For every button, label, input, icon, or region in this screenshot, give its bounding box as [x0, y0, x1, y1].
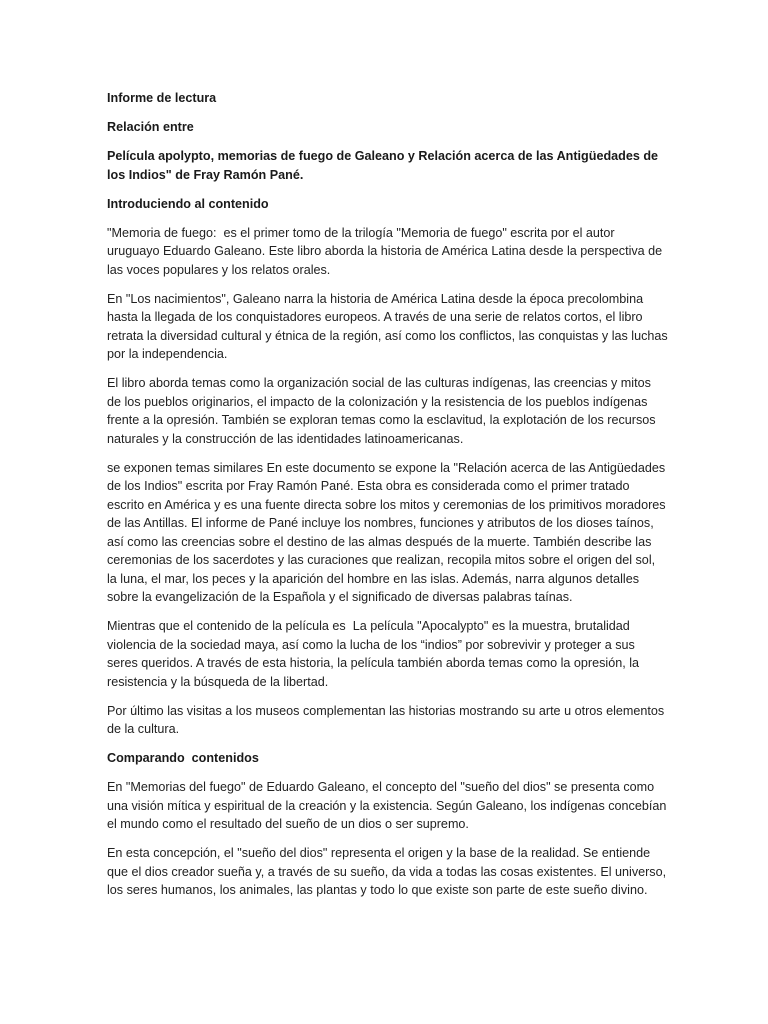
doc-paragraph: "Memoria de fuego: es el primer tomo de la trilogía "Memoria de fuego" escrita por el autor uruguayo Eduardo Galeano. Este libro aborda la historia de América Latina desde la perspectiva de las voces populares y los relatos orales. [107, 225, 666, 277]
doc-paragraph: Por último las visitas a los museos complementan las historias mostrando su arte u otros elementos de la cultura. [107, 703, 668, 736]
doc-heading-informe: Informe de lectura [107, 91, 217, 105]
doc-heading-relacion: Relación entre [107, 120, 194, 134]
doc-heading-comparando: Comparando contenidos [107, 751, 259, 765]
doc-paragraph: se exponen temas similares En este documento se expone la "Relación acerca de las Antigüedades de los Indios" escrita por Fray Ramón Pané. Esta obra es considerada como el primer tratado escrito en América y es una fuente directa sobre los mitos y ceremonias de los primitivos moradores de las Antillas. El informe de Pané incluye los nombres, funciones y atributos de los dioses taínos, así como las creencias sobre el destino de las almas después de la muerte. También describe las ceremonias de los sacerdotes y las curaciones que realizan, recopila mitos sobre el origen del sol, la luna, el mar, los peces y la aparición del hombre en las islas. Además, narra algunos detalles sobre la evangelización de la Española y el significado de diversas palabras taínas. [107, 460, 670, 604]
doc-heading-title: Película apolypto, memorias de fuego de Galeano y Relación acerca de las Antigüedades de los Indios" de Fray Ramón Pané. [107, 149, 662, 182]
doc-heading-introduccion: Introduciendo al contenido [107, 196, 269, 211]
doc-paragraph: En esta concepción, el "sueño del dios" representa el origen y la base de la realidad. Se entiende que el dios creador sueña y, a través de su sueño, da vida a todas las cosas existentes. El universo, los seres humanos, los animales, las plantas y todo lo que existe son parte de este sueño divino. [107, 846, 670, 897]
doc-paragraph: En "Los nacimientos", Galeano narra la historia de América Latina desde la época precolombina hasta la llegada de los conquistadores europeos. A través de una serie de relatos cortos, el libro retrata la diversidad cultural y étnica de la región, así como los conflictos, las conquistas y las luchas por la independencia. [107, 291, 672, 361]
doc-paragraph: El libro aborda temas como la organización social de las culturas indígenas, las creencias y mitos de los pueblos originarios, el impacto de la colonización y la resistencia de los pueblos indígenas frente a la opresión. También se exploran temas como la esclavitud, la explotación de los recursos naturales y la construcción de las identidades latinoamericanas. [107, 376, 660, 446]
doc-paragraph: En "Memorias del fuego" de Eduardo Galeano, el concepto del "sueño del dios" se presenta como una visión mítica y espiritual de la creación y la existencia. Según Galeano, los indígenas concebían el mundo como el resultado del sueño de un dios o ser supremo. [107, 780, 670, 831]
doc-paragraph: Mientras que el contenido de la película es La película "Apocalypto" es la muestra, brutalidad violencia de la sociedad maya, así como la lucha de los “indios” por sobrevivir y proteger a sus seres queridos. A través de esta historia, la película también aborda temas como la opresión, la resistencia y la búsqueda de la libertad. [107, 619, 643, 689]
